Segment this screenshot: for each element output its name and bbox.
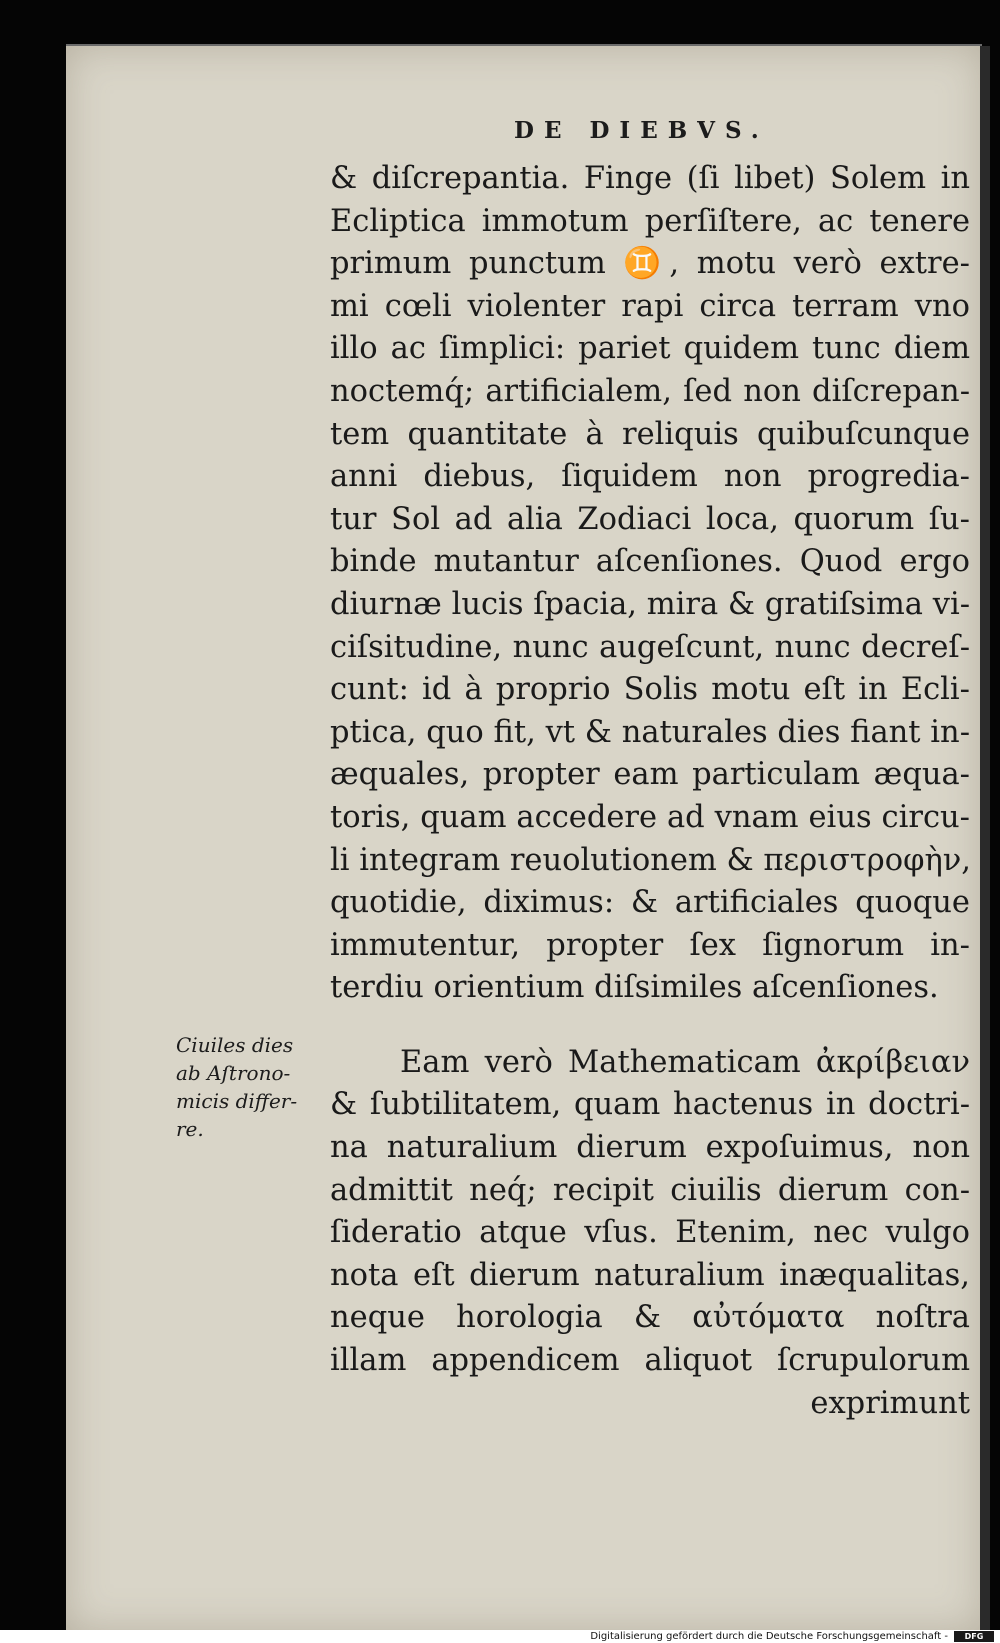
footer-credit: Digitalisierung gefördert durch die Deutsche Forschungsgemeinschaft - xyxy=(590,1631,948,1642)
text-line: neque horologia & αὐτόματα noſtra xyxy=(330,1300,970,1336)
marginal-note-line: ab Aſtrono- xyxy=(176,1061,291,1085)
text-line: diurnæ lucis ſpacia, mira & gratiſsima vi- xyxy=(330,586,970,622)
dfg-logo: DFG xyxy=(954,1631,994,1642)
text-line: Ecliptica immotum perſiſtere, ac tenere xyxy=(330,203,970,239)
text-line: terdiu orientium diſsimiles aſcenſiones. xyxy=(330,970,939,1006)
text-line: tur Sol ad alia Zodiaci loca, quorum ſu- xyxy=(330,501,970,537)
text-line: na naturalium dierum expoſuimus, non xyxy=(330,1130,970,1166)
text-line: & ſubtilitatem, quam hactenus in doctri- xyxy=(330,1087,970,1123)
text-line: Eam verò Mathematicam ἀκρίβειαν xyxy=(400,1044,970,1080)
catchword: exprimunt xyxy=(810,1385,970,1421)
text-line: noctemq́; artificialem, ſed non diſcrepan- xyxy=(330,373,970,409)
book-page xyxy=(66,44,982,1632)
marginal-note xyxy=(176,1031,316,1143)
text-line: illo ac ſimplici: pariet quidem tunc diem xyxy=(330,331,970,367)
text-line: ptica, quo fit, vt & naturales dies fiant in- xyxy=(330,714,970,750)
text-line: tem quantitate à reliquis quibuſcunque xyxy=(330,416,970,452)
text-line: ſideratio atque vſus. Etenim, nec vulgo xyxy=(330,1215,970,1251)
text-line: anni diebus, ſiquidem non progredia- xyxy=(330,459,970,495)
text-line: æquales, propter eam particulam æqua- xyxy=(330,757,970,793)
text-line: mi cœli violenter rapi circa terram vno xyxy=(330,288,970,324)
text-line: immutentur, propter ſex ſignorum in- xyxy=(330,927,970,963)
text-line: ciſsitudine, nunc augeſcunt, nunc decreſ- xyxy=(330,629,970,665)
marginal-note-line: micis differ- xyxy=(176,1089,298,1113)
text-line: quotidie, diximus: & artificiales quoque xyxy=(330,885,970,921)
text-line: illam appendicem aliquot ſcrupulorum xyxy=(330,1343,970,1379)
text-line: admittit neq́; recipit ciuilis dierum con- xyxy=(330,1172,970,1208)
marginal-note-line: re. xyxy=(176,1117,204,1141)
text-line: binde mutantur aſcenſiones. Quod ergo xyxy=(330,544,970,580)
page-edge xyxy=(980,46,990,1632)
paragraph-gap xyxy=(330,1010,970,1042)
text-line: nota eſt dierum naturalium inæqualitas, xyxy=(330,1257,970,1293)
running-head: DE DIEBVS. xyxy=(514,117,769,144)
text-line: primum punctum ♊, motu verò extre- xyxy=(330,246,970,282)
text-line: & diſcrepantia. Finge (ſi libet) Solem in xyxy=(330,161,970,196)
main-text-block xyxy=(330,158,970,1425)
text-line: cunt: id à proprio Solis motu eſt in Ecli- xyxy=(330,672,970,708)
text-line: toris, quam accedere ad vnam eius circu- xyxy=(330,799,970,835)
text-line: li integram reuolutionem & περιστροφὴν, xyxy=(330,842,971,878)
marginal-note-line: Ciuiles dies xyxy=(176,1033,294,1057)
